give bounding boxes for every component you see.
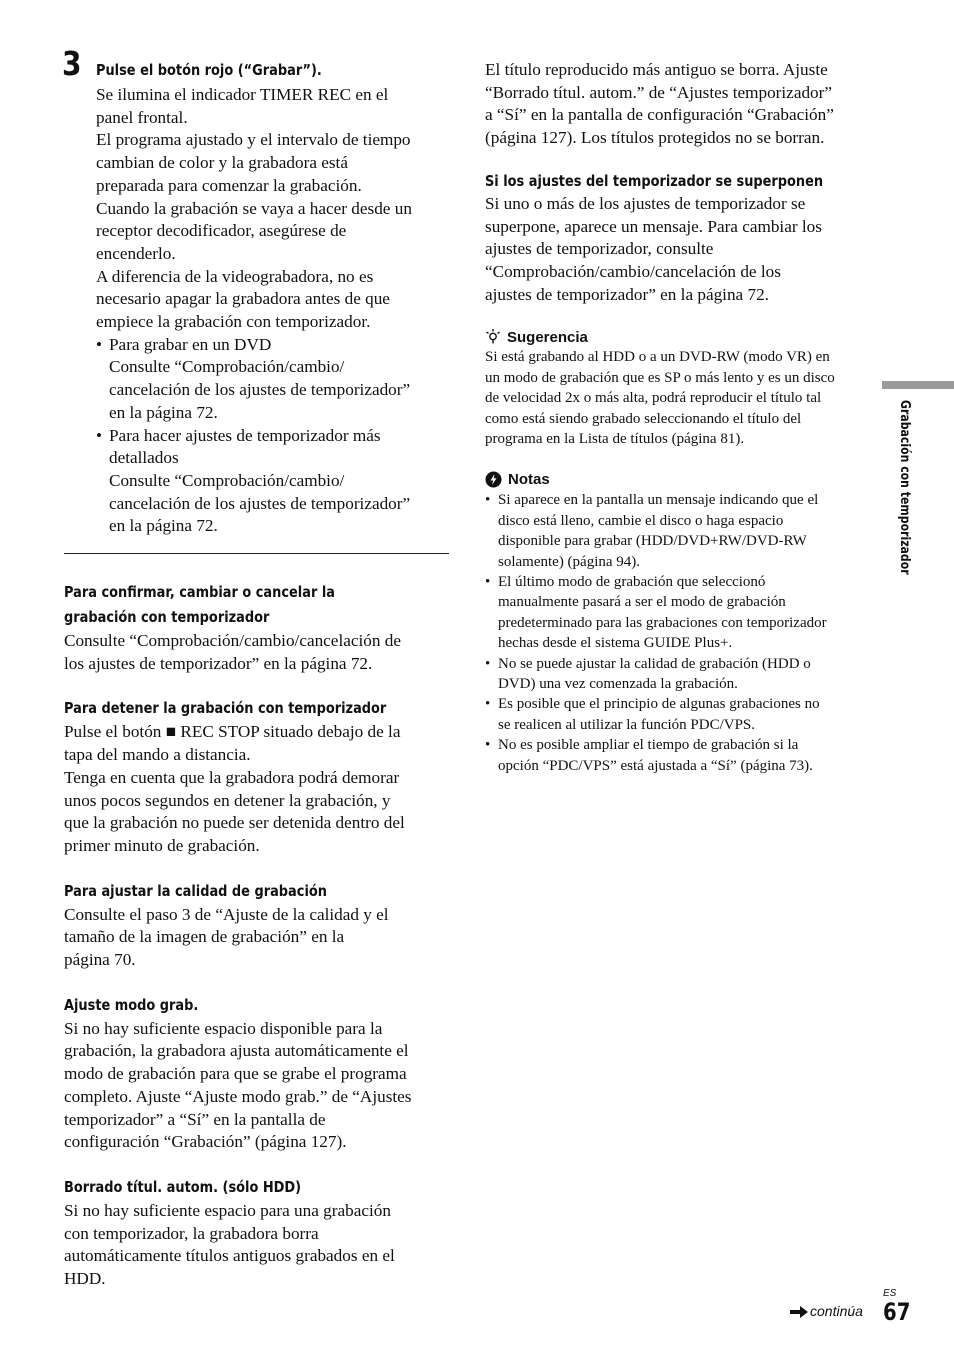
section-text-line: tamaño de la imagen de grabación” en la bbox=[64, 927, 345, 947]
step-bullet-item bbox=[96, 425, 456, 539]
section-heading: Para confirmar, cambiar o cancelar la grabación con temporizador bbox=[64, 583, 335, 626]
note-item bbox=[485, 490, 875, 572]
step-number: 3 bbox=[62, 44, 82, 83]
section-heading: Para ajustar la calidad de grabación bbox=[64, 881, 327, 900]
side-tab-bar bbox=[882, 381, 954, 389]
section-text-line: tapa del mando a distancia. bbox=[64, 745, 251, 765]
section-text-line: Si no hay suficiente espacio disponible para la bbox=[64, 1018, 383, 1038]
bullet-line: cancelación de los ajustes de temporizador” bbox=[109, 380, 411, 400]
intro-paragraph bbox=[485, 59, 875, 150]
overlap-paragraph bbox=[485, 193, 875, 307]
intro-line: a “Sí” en la pantalla de configuración “Grabación” bbox=[485, 105, 834, 125]
note-line: disco está lleno, cambie el disco o haga espacio bbox=[498, 512, 784, 529]
step-title: Pulse el botón rojo (“Grabar”). bbox=[96, 61, 322, 79]
step-text-line: necesario apagar la grabadora antes de que bbox=[96, 289, 390, 309]
step-text-line: receptor decodificador, asegúrese de bbox=[96, 221, 347, 241]
note-line: • El último modo de grabación que seleccionó bbox=[498, 573, 766, 590]
step-text-line: panel frontal. bbox=[96, 107, 188, 127]
arrow-right-icon bbox=[790, 1305, 808, 1317]
bullet-line: en la página 72. bbox=[109, 516, 218, 536]
bullet-line: • Para hacer ajustes de temporizador más bbox=[109, 425, 381, 445]
step-bullet-item bbox=[96, 334, 456, 425]
tip-line: Si está grabando al HDD o a un DVD-RW (modo VR) en bbox=[485, 349, 830, 366]
intro-line: El título reproducido más antiguo se borra. Ajuste bbox=[485, 60, 828, 79]
note-item bbox=[485, 735, 875, 776]
section-text-line: que la grabación no puede ser detenida dentro del bbox=[64, 813, 405, 833]
note-line: DVD) una vez comenzada la grabación. bbox=[498, 676, 738, 693]
tip-line: programa en la Lista de títulos (página 81). bbox=[485, 430, 745, 447]
section-text-line: HDD. bbox=[64, 1269, 106, 1289]
step-body bbox=[96, 84, 456, 538]
note-line: opción “PDC/VPS” está ajustada a “Sí” (página 73). bbox=[498, 757, 813, 774]
tip-text bbox=[485, 347, 875, 449]
section bbox=[64, 580, 454, 675]
section-text-line: Si no hay suficiente espacio para una grabación bbox=[64, 1200, 391, 1220]
side-tab-label: Grabación con temporizador bbox=[897, 400, 912, 575]
notes-block bbox=[485, 468, 875, 776]
overlap-line: Si uno o más de los ajustes de temporizador se bbox=[485, 193, 806, 213]
language-code: ES bbox=[883, 1288, 897, 1299]
tip-heading: Sugerencia bbox=[507, 328, 588, 346]
section-text-line: modo de grabación para que se grabe el programa bbox=[64, 1064, 407, 1084]
tip-line: un modo de grabación que es SP o más lento y es un disco bbox=[485, 369, 835, 386]
overlap-line: superpone, aparece un mensaje. Para cambiar los bbox=[485, 216, 822, 236]
note-line: disponible para grabar (HDD/DVD+RW/DVD-RW bbox=[498, 533, 807, 550]
step-text-line: cambian de color y la grabadora está bbox=[96, 153, 348, 173]
note-line: manualmente pasará a ser el modo de grabación bbox=[498, 594, 786, 611]
note-item bbox=[485, 572, 875, 654]
bullet-line: Consulte “Comprobación/cambio/ bbox=[109, 470, 345, 490]
section-heading: Para detener la grabación con temporizador bbox=[64, 699, 387, 718]
note-item bbox=[485, 654, 875, 695]
section-text-line: con temporizador, la grabadora borra bbox=[64, 1223, 319, 1243]
continues-note: continúa bbox=[790, 1303, 863, 1319]
page-number: 67 bbox=[883, 1298, 911, 1326]
section-text-line: página 70. bbox=[64, 950, 136, 970]
notes-list bbox=[485, 490, 875, 776]
section-text-line: Consulte “Comprobación/cambio/cancelación de bbox=[64, 631, 401, 650]
step-text-line: El programa ajustado y el intervalo de tiempo bbox=[96, 130, 411, 150]
bullet-line: • Para grabar en un DVD bbox=[109, 334, 272, 354]
bullet-line: Consulte “Comprobación/cambio/ bbox=[109, 357, 345, 377]
section-text-line: Pulse el botón ■ REC STOP situado debajo de la bbox=[64, 722, 401, 742]
section bbox=[64, 993, 454, 1154]
left-sections bbox=[64, 580, 454, 1312]
tip-line: como está siendo grabado seleccionando el título del bbox=[485, 410, 802, 427]
step-text-line: Cuando la grabación se vaya a hacer desde un bbox=[96, 198, 412, 218]
section-divider bbox=[64, 553, 449, 554]
bullet-line: en la página 72. bbox=[109, 402, 218, 422]
section bbox=[64, 1175, 454, 1291]
note-item bbox=[485, 694, 875, 735]
overlap-heading: Si los ajustes del temporizador se superponen bbox=[485, 171, 824, 190]
tip-block bbox=[485, 327, 875, 449]
step-text-line: Se ilumina el indicador TIMER REC en el bbox=[96, 85, 389, 104]
overlap-line: ajustes de temporizador” en la página 72. bbox=[485, 284, 769, 304]
section-text-line: temporizador” a “Sí” en la pantalla de bbox=[64, 1109, 326, 1129]
tip-line: de velocidad 2x o más alta, podrá reproducir el título tal bbox=[485, 390, 822, 407]
section-text-line: automáticamente títulos antiguos grabados en el bbox=[64, 1246, 395, 1266]
section-text-line: Consulte el paso 3 de “Ajuste de la calidad y el bbox=[64, 904, 389, 924]
section-text-line: los ajustes de temporizador” en la página 72. bbox=[64, 653, 373, 673]
note-line: hechas desde el sistema GUIDE Plus+. bbox=[498, 635, 733, 652]
section-text-line: primer minuto de grabación. bbox=[64, 835, 260, 855]
section bbox=[64, 696, 454, 857]
overlap-line: “Comprobación/cambio/cancelación de los bbox=[485, 261, 781, 281]
notes-heading: Notas bbox=[508, 470, 550, 488]
step-text-line: encenderlo. bbox=[96, 243, 176, 263]
note-line: predeterminado para las grabaciones con temporizador bbox=[498, 614, 827, 631]
section-text-line: unos pocos segundos en detener la grabación, y bbox=[64, 790, 391, 810]
caution-icon bbox=[485, 471, 502, 488]
right-column bbox=[485, 59, 875, 776]
lightbulb-icon bbox=[485, 328, 501, 346]
section-text-line: Tenga en cuenta que la grabadora podrá demorar bbox=[64, 767, 400, 787]
note-line: • No se puede ajustar la calidad de grabación (HDD o bbox=[498, 655, 811, 672]
step-text-line: A diferencia de la videograbadora, no es bbox=[96, 266, 374, 286]
section-heading: Ajuste modo grab. bbox=[64, 995, 199, 1014]
note-line: • Si aparece en la pantalla un mensaje indicando que el bbox=[498, 492, 819, 509]
intro-line: “Borrado títul. autom.” de “Ajustes temporizador” bbox=[485, 82, 832, 102]
step-text-line: empiece la grabación con temporizador. bbox=[96, 312, 371, 332]
section-text-line: completo. Ajuste “Ajuste modo grab.” de “Ajustes bbox=[64, 1086, 412, 1106]
section-text-line: grabación, la grabadora ajusta automáticamente el bbox=[64, 1041, 409, 1061]
note-line: • Es posible que el principio de algunas grabaciones no bbox=[498, 696, 820, 713]
note-line: solamente) (página 94). bbox=[498, 553, 641, 570]
section-heading: Borrado títul. autom. (sólo HDD) bbox=[64, 1177, 302, 1196]
intro-line: (página 127). Los títulos protegidos no se borran. bbox=[485, 128, 825, 148]
bullet-line: cancelación de los ajustes de temporizador” bbox=[109, 493, 411, 513]
section-text-line: configuración “Grabación” (página 127). bbox=[64, 1132, 347, 1152]
overlap-line: ajustes de temporizador, consulte bbox=[485, 239, 714, 259]
bullet-line: detallados bbox=[109, 448, 179, 468]
section bbox=[64, 879, 454, 972]
step-text-line: preparada para comenzar la grabación. bbox=[96, 175, 362, 195]
note-line: • No es posible ampliar el tiempo de grabación si la bbox=[498, 737, 799, 754]
note-line: se realicen al utilizar la función PDC/VPS. bbox=[498, 716, 756, 733]
